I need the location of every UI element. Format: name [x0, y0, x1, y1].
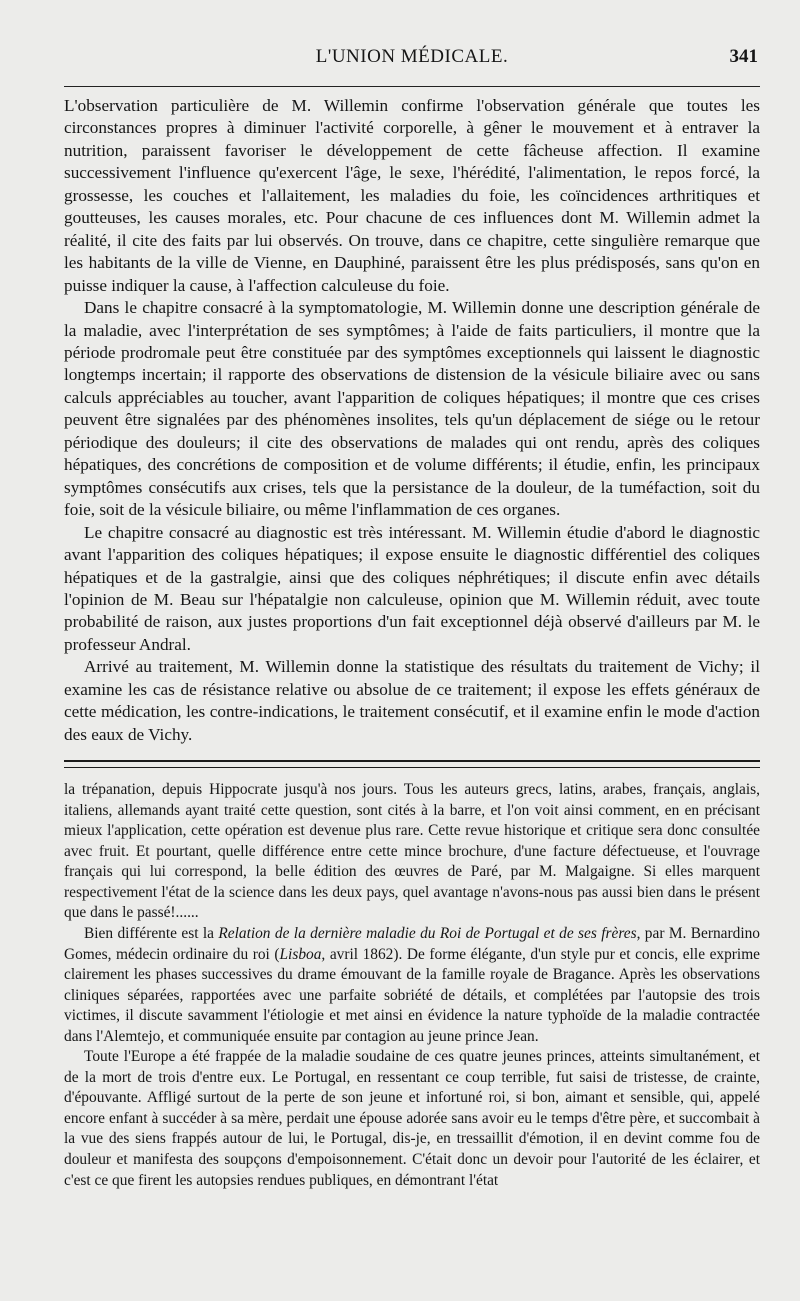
footnote-paragraph-trepanation: la trépanation, depuis Hippocrate jusqu'à nos jours. Tous les auteurs grecs, latins, arabes, français, anglais, italiens, allemands ayant traité cette question, sont cités à la barre, et l'on voit ainsi comment, en en précisant mieux l'application, cette opération est devenue plus rare. Cette revue historique et critique sera donc consultée avec fruit. Et pourtant, quelle différence entre cette mince brochure, d'une facture défectueuse, et l'ouvrage français qui lui correspond, la belle édition des œuvres de Paré, par M. Malgaigne. Si elles marquent respectivement l'état de la science dans les deux pays, quel avantage n'avons-nous pas aussi bien dans le présent que dans le passé!...... — [64, 781, 760, 922]
footnote-paragraph-portugal: Toute l'Europe a été frappée de la maladie soudaine de ces quatre jeunes princes, atteints simultanément, et de la mort de trois d'entre eux. Le Portugal, en ressentant ce coup terrible, fut saisi de tristesse, de crainte, d'épouvante. Affligé surtout de la perte de son jeune et infortuné roi, si bon, aimant et sensible, qui, appelé encore enfant à succéder à sa mère, perdait une épouse adorée sans avoir eu le temps d'être père, et succombait à la vue des siens frappés autour de lui, le Portugal, dis-je, en tressaillit d'émotion, il en devint comme fou de douleur et manifesta des soupçons d'empoisonnement. C'était donc un devoir pour l'autorité de les éclairer, et c'est ce que firent les autopsies rendues publiques, en démontrant l'état — [64, 1048, 760, 1189]
paragraph-etiology: L'observation particulière de M. Willemin confirme l'observation générale que toutes les circonstances propres à diminuer l'activité corporelle, à gêner le mouvement et à entraver la nutrition, paraissent favoriser le développement de cette fâcheuse affection. Il examine successivement l'influence qu'exercent l'âge, le sexe, l'hérédité, l'alimentation, le repos forcé, la grossesse, les couches et l'allaitement, les maladies du foie, les coïncidences arthritiques et goutteuses, les causes morales, etc. Pour chacune de ces influences dont M. Willemin admet la réalité, il cite des faits par lui observés. On trouve, dans ce chapitre, cette singulière remarque que les habitants de la ville de Vienne, en Dauphiné, paraissent être les plus prédisposés, sans qu'on en puisse indiquer la cause, à l'affection calculeuse du foie. — [64, 96, 760, 295]
footnote-separator — [64, 760, 760, 768]
footnote-text-fragment: , par M. Bernardino Gomes, médecin ordinaire du roi ( — [64, 924, 761, 963]
footnote — [64, 780, 760, 1191]
paragraph-symptomatology: Dans le chapitre consacré à la symptomatologie, M. Willemin donne une description générale de la maladie, avec l'interprétation de ses symptômes; à l'aide de faits particuliers, il montre que la période prodromale peut être constituée par des symptômes exceptionnels qui laissent le diagnostic longtemps incertain; il rapporte des observations de distension de la vésicule biliaire avec ou sans calculs appréciables au toucher, avant l'apparition de coliques hépatiques; il montre que ces crises peuvent être signalées par des phénomènes insolites, tels qu'un déplacement de siége ou le retour périodique des douleurs; il cite des observations de malades qui ont rendu, après des coliques hépatiques, des concrétions de composition et de volume différents; il étudie, enfin, les principaux symptômes consécutifs aux crises, tels que la persistance de la douleur, de la tuméfaction, soit du foie, soit de la vésicule biliaire, ou même l'inflammation de ces organes. — [64, 298, 760, 520]
book-title: Relation de la dernière maladie du Roi de Portugal et de ses frères — [218, 924, 637, 942]
footnote-text-fragment: avril 1862). De forme élégante, d'un style pur et concis, elle exprime clairement les phases successives du drame émouvant de la famille royale de Bragance. Après les observations cliniques séparées, rapportées avec une parfaite sobriété de détails, et complétées par l'autopsie des trois victimes, il discute savamment l'étiologie et met ainsi en évidence la nature typhoïde de la maladie contractée dans l'Alemtejo, et communiquée ensuite par contagion au jeune prince Jean. — [64, 945, 760, 1045]
running-head — [64, 0, 760, 72]
paragraph-treatment: Arrivé au traitement, M. Willemin donne la statistique des résultats du traitement de Vichy; il examine les cas de résistance relative ou absolue de ce traitement; il expose les effets généraux de cette médication, les contre-indications, le traitement consécutif, et il examine enfin le mode d'action des eaux de Vichy. — [64, 657, 760, 744]
journal-title: L'UNION MÉDICALE. — [315, 46, 509, 67]
header-rule — [64, 86, 760, 87]
footnote-paragraph-relation — [64, 924, 760, 1047]
paragraph-diagnosis: Le chapitre consacré au diagnostic est très intéressant. M. Willemin étudie d'abord le diagnostic avant l'apparition des coliques hépatiques; il expose ensuite le diagnostic différentiel des coliques hépatiques et de la gastralgie, ainsi que des coliques néphrétiques; il discute enfin avec détails l'opinion de M. Beau sur l'hépatalgie non calculeuse, opinion que M. Willemin réduit, avec toute probabilité de raison, aux justes proportions d'un fait exceptionnel déjà observé d'ailleurs par M. le professeur Andral. — [64, 522, 760, 654]
publication-place: Lisboa, — [279, 945, 326, 963]
footnote-text-fragment: Bien différente est la — [84, 924, 219, 942]
page-number: 341 — [729, 46, 758, 67]
main-text — [64, 95, 760, 746]
